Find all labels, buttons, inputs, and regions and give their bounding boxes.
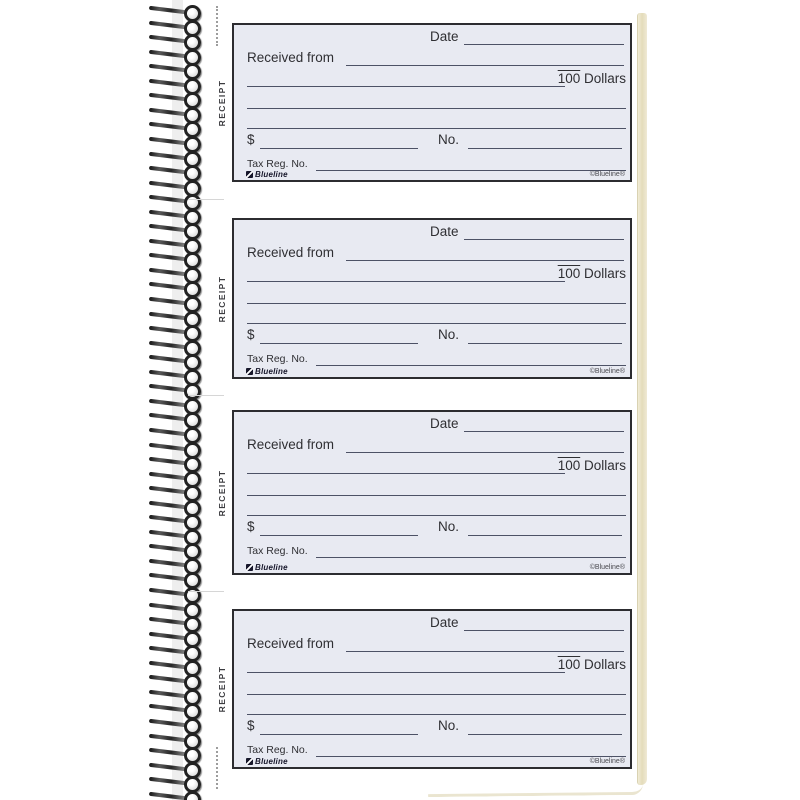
tax-reg-label: Tax Reg. No.: [247, 158, 308, 170]
blueline-logo: [246, 367, 288, 376]
page-bottom-edge: [428, 784, 643, 797]
spiral-coil: [144, 34, 202, 48]
blueline-logo-text: Blueline: [255, 367, 288, 376]
coil-wire: [149, 355, 186, 363]
coil-wire: [149, 326, 186, 334]
receipt-stub-label: RECEIPT: [217, 665, 227, 713]
spiral-coil: [144, 645, 202, 659]
coil-wire: [149, 704, 186, 712]
coil-wire: [149, 20, 186, 28]
received-from-label: Received from: [247, 50, 335, 65]
spiral-coil: [144, 412, 202, 426]
spiral-coil: [144, 311, 202, 325]
blank-line-2: [247, 714, 626, 715]
spiral-coil: [144, 456, 202, 470]
copyright-text: ©Blueline®: [589, 171, 625, 178]
receipt-stub-label: RECEIPT: [217, 275, 227, 322]
amount-blank-line: [260, 148, 418, 149]
coil-wire: [149, 209, 186, 217]
blueline-logo-icon: [246, 564, 253, 571]
blank-line-1: [247, 108, 626, 109]
coil-wire: [149, 370, 186, 378]
spiral-coil: [144, 631, 202, 645]
spiral-coil: [144, 136, 202, 150]
number-blank-line: [468, 343, 622, 344]
coil-wire: [149, 268, 186, 276]
coil-wire: [149, 661, 186, 669]
coil-wire: [149, 631, 186, 639]
blank-line-2: [247, 323, 626, 324]
coil-wire: [149, 340, 186, 348]
dollars-caption: [558, 71, 626, 86]
dollars-fraction: 100: [557, 458, 581, 473]
spiral-coil: [144, 296, 202, 310]
spiral-coil: [144, 718, 202, 732]
coil-wire: [149, 122, 186, 130]
coil-wire: [149, 64, 186, 72]
coil-wire: [149, 224, 186, 232]
spiral-coil: [144, 20, 202, 34]
spiral-coil: [144, 514, 202, 528]
spiral-coil: [144, 151, 202, 165]
spiral-coil: [144, 703, 202, 717]
amount-symbol: $: [247, 132, 255, 147]
blueline-logo-text: Blueline: [255, 757, 288, 766]
dollars-label: Dollars: [583, 657, 626, 672]
dollars-caption: [558, 657, 626, 672]
amount-symbol: $: [247, 718, 255, 733]
dollars-caption: [558, 458, 626, 473]
amount-words-blank-line: [247, 672, 565, 673]
amount-blank-line: [260, 535, 418, 536]
blueline-logo-text: Blueline: [255, 170, 288, 179]
spiral-coil: [144, 398, 202, 412]
date-blank-line: [464, 44, 624, 45]
coil-wire: [149, 137, 186, 145]
spiral-coil: [144, 121, 202, 135]
receipt-form: [217, 23, 632, 182]
spiral-coil: [144, 369, 202, 383]
coil-wire: [149, 413, 186, 421]
spiral-coil: [144, 471, 202, 485]
spiral-coil: [144, 558, 202, 572]
coil-wire: [149, 180, 186, 188]
spiral-coil: [144, 180, 202, 194]
date-label: Date: [430, 615, 459, 630]
copyright-text: ©Blueline®: [589, 758, 625, 765]
tax-reg-blank-line: [316, 170, 626, 171]
coil-wire: [149, 49, 186, 57]
coil-wire: [149, 733, 186, 741]
coil-wire: [149, 588, 186, 596]
spiral-coil: [144, 49, 202, 63]
spiral-coil: [144, 529, 202, 543]
coil-wire: [149, 311, 186, 319]
number-blank-line: [468, 734, 622, 735]
coil-wire: [149, 297, 186, 305]
blueline-logo-text: Blueline: [255, 563, 288, 572]
spiral-coil: [144, 602, 202, 616]
received-from-blank-line: [346, 65, 624, 66]
amount-blank-line: [260, 343, 418, 344]
tax-reg-blank-line: [316, 756, 626, 757]
blank-line-1: [247, 694, 626, 695]
spiral-coil: [144, 733, 202, 747]
coil-wire: [149, 471, 186, 479]
number-label: No.: [438, 718, 460, 733]
date-label: Date: [430, 416, 459, 431]
coil-wire: [149, 515, 186, 523]
received-from-label: Received from: [247, 245, 335, 260]
spiral-coil: [144, 238, 202, 252]
tax-reg-blank-line: [316, 365, 626, 366]
coil-wire: [149, 762, 186, 770]
receipt-form-body: [232, 23, 632, 182]
amount-words-blank-line: [247, 86, 565, 87]
coil-wire: [149, 791, 186, 799]
dollars-fraction: 100: [557, 266, 581, 281]
page-edge-strip: [637, 13, 647, 785]
date-blank-line: [464, 630, 624, 631]
coil-wire: [149, 719, 186, 727]
spiral-coil: [144, 165, 202, 179]
spiral-coil: [144, 485, 202, 499]
spiral-binding: [144, 0, 202, 800]
receipt-stub-label: RECEIPT: [217, 79, 227, 126]
page-separator-line: [188, 395, 224, 396]
amount-words-blank-line: [247, 281, 565, 282]
spiral-coil: [144, 325, 202, 339]
coil-wire: [149, 500, 186, 508]
dollars-label: Dollars: [583, 266, 626, 281]
tax-reg-blank-line: [316, 557, 626, 558]
number-label: No.: [438, 327, 460, 342]
coil-wire: [149, 544, 186, 552]
receipt-stub-label: RECEIPT: [217, 469, 227, 516]
blueline-logo: [246, 170, 288, 179]
coil-wire: [149, 93, 186, 101]
spiral-coil: [144, 92, 202, 106]
dollars-label: Dollars: [583, 458, 626, 473]
received-from-blank-line: [346, 651, 624, 652]
date-label: Date: [430, 29, 459, 44]
coil-wire: [149, 151, 186, 159]
spiral-coil: [144, 5, 202, 19]
perforation-dots-bottom: [216, 747, 218, 789]
spiral-coil: [144, 747, 202, 761]
spiral-coil: [144, 354, 202, 368]
dollars-caption: [558, 266, 626, 281]
dollars-label: Dollars: [583, 71, 626, 86]
receipt-form: [217, 609, 632, 769]
coil-wire: [149, 195, 186, 203]
amount-symbol: $: [247, 519, 255, 534]
number-blank-line: [468, 148, 622, 149]
number-label: No.: [438, 519, 460, 534]
spiral-coil: [144, 340, 202, 354]
blueline-logo-icon: [246, 368, 253, 375]
coil-wire: [149, 399, 186, 407]
coil-wire: [149, 559, 186, 567]
coil-wire: [149, 108, 186, 116]
coil-wire: [149, 282, 186, 290]
blueline-logo: [246, 563, 288, 572]
coil-wire: [149, 748, 186, 756]
receipt-form: [217, 218, 632, 379]
spiral-coil: [144, 616, 202, 630]
receipt-form-body: [232, 609, 632, 769]
spiral-coil: [144, 543, 202, 557]
blank-line-2: [247, 515, 626, 516]
blueline-logo-icon: [246, 171, 253, 178]
coil-wire: [149, 35, 186, 43]
received-from-label: Received from: [247, 636, 335, 651]
coil-wire: [149, 384, 186, 392]
spiral-coil: [144, 427, 202, 441]
coil-wire: [149, 428, 186, 436]
blueline-logo: [246, 757, 288, 766]
dollars-fraction: 100: [557, 657, 581, 672]
amount-words-blank-line: [247, 473, 565, 474]
coil-wire: [149, 6, 186, 14]
date-blank-line: [464, 239, 624, 240]
spiral-coil: [144, 63, 202, 77]
spiral-coil: [144, 587, 202, 601]
coil-wire: [149, 675, 186, 683]
received-from-label: Received from: [247, 437, 335, 452]
amount-blank-line: [260, 734, 418, 735]
receipt-form-body: [232, 218, 632, 379]
coil-wire: [149, 239, 186, 247]
amount-symbol: $: [247, 327, 255, 342]
spiral-coil: [144, 791, 202, 800]
coil-wire: [149, 457, 186, 465]
coil-wire: [149, 530, 186, 538]
tax-reg-label: Tax Reg. No.: [247, 545, 308, 557]
coil-wire: [149, 486, 186, 494]
spiral-coil: [144, 194, 202, 208]
received-from-blank-line: [346, 260, 624, 261]
spiral-coil: [144, 762, 202, 776]
page-separator-line: [188, 591, 224, 592]
spiral-coil: [144, 107, 202, 121]
receipt-form: [217, 410, 632, 575]
spiral-coil: [144, 78, 202, 92]
coil-wire: [149, 442, 186, 450]
page-separator-line: [188, 199, 224, 200]
number-blank-line: [468, 535, 622, 536]
blank-line-1: [247, 303, 626, 304]
coil-wire: [149, 602, 186, 610]
coil-wire: [149, 646, 186, 654]
coil-wire: [149, 617, 186, 625]
spiral-coil: [144, 500, 202, 514]
spiral-coil: [144, 223, 202, 237]
receipt-form-body: [232, 410, 632, 575]
blank-line-2: [247, 128, 626, 129]
spiral-coil: [144, 674, 202, 688]
spiral-coil: [144, 267, 202, 281]
coil-wire: [149, 166, 186, 174]
date-blank-line: [464, 431, 624, 432]
coil-wire: [149, 79, 186, 87]
number-label: No.: [438, 132, 460, 147]
spiral-coil: [144, 776, 202, 790]
perforation-dots-top: [216, 6, 218, 46]
spiral-coil: [144, 252, 202, 266]
coil-wire: [149, 690, 186, 698]
spiral-coil: [144, 209, 202, 223]
dollars-fraction: 100: [557, 71, 581, 86]
spiral-coil: [144, 281, 202, 295]
spiral-coil: [144, 572, 202, 586]
copyright-text: ©Blueline®: [589, 368, 625, 375]
spiral-coil: [144, 442, 202, 456]
spiral-coil: [144, 660, 202, 674]
blank-line-1: [247, 495, 626, 496]
spiral-coil: [144, 689, 202, 703]
coil-wire: [149, 253, 186, 261]
coil-loop: [184, 791, 201, 800]
tax-reg-label: Tax Reg. No.: [247, 353, 308, 365]
received-from-blank-line: [346, 452, 624, 453]
coil-wire: [149, 777, 186, 785]
copyright-text: ©Blueline®: [589, 564, 625, 571]
coil-wire: [149, 573, 186, 581]
blueline-logo-icon: [246, 758, 253, 765]
tax-reg-label: Tax Reg. No.: [247, 744, 308, 756]
date-label: Date: [430, 224, 459, 239]
